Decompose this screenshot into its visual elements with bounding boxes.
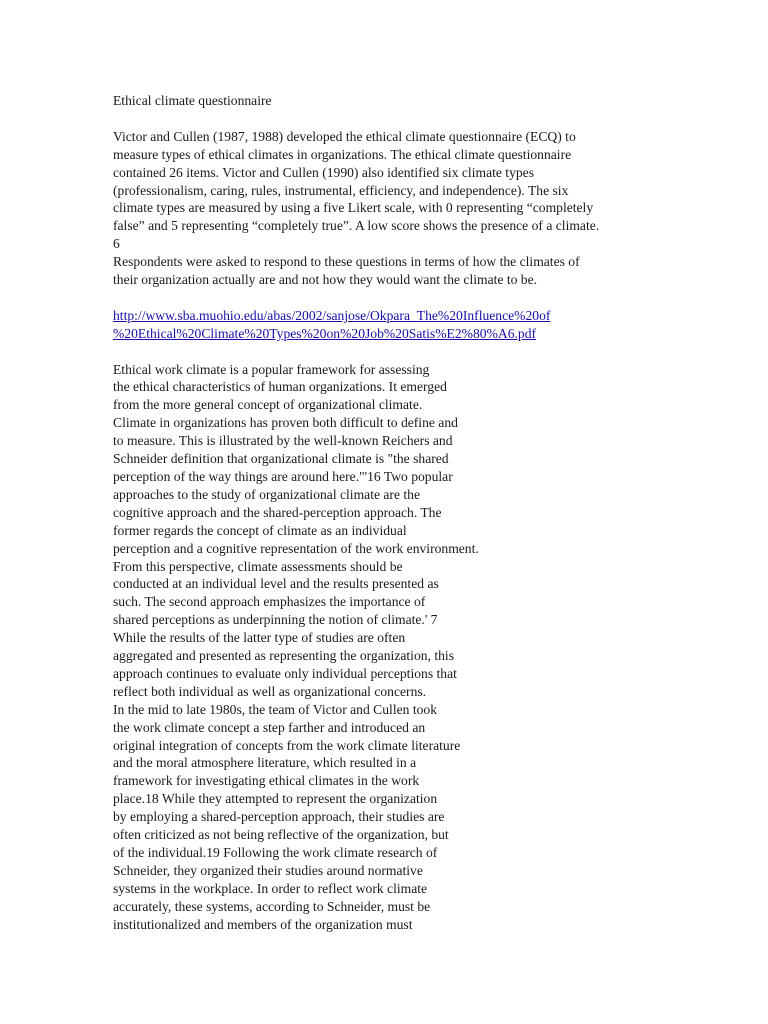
body-line: and the moral atmosphere literature, which resulted in a (113, 755, 417, 771)
body-line: Ethical work climate is a popular framework for assessing (113, 361, 430, 377)
body-line: Climate in organizations has proven both difficult to define and (113, 415, 458, 431)
body-line: aggregated and presented as representing the organization, this (113, 648, 454, 664)
source-link-line[interactable]: http://www.sba.muohio.edu/abas/2002/sanjose/Okpara_The%20Influence%20of (113, 307, 551, 323)
spacer (113, 289, 653, 307)
source-link-line[interactable]: %20Ethical%20Climate%20Types%20on%20Job%20Satis%E2%80%A6.pdf (113, 325, 537, 341)
body-line: to measure. This is illustrated by the well-known Reichers and (113, 433, 453, 449)
body-paragraph (113, 361, 653, 934)
body-line: systems in the workplace. In order to reflect work climate (113, 880, 428, 896)
intro-line: measure types of ethical climates in organizations. The ethical climate questionnaire (113, 146, 572, 162)
body-line: former regards the concept of climate as an individual (113, 522, 407, 538)
body-line: by employing a shared-perception approach, their studies are (113, 809, 445, 825)
body-line: While the results of the latter type of studies are often (113, 630, 406, 646)
spacer (113, 110, 653, 128)
body-line: Schneider, they organized their studies around normative (113, 862, 423, 878)
body-line: cognitive approach and the shared-perception approach. The (113, 504, 442, 520)
body-line: such. The second approach emphasizes the importance of (113, 594, 426, 610)
body-line: perception and a cognitive representation of the work environment. (113, 540, 479, 556)
intro-paragraph (113, 128, 653, 289)
intro-line: climate types are measured by using a five Likert scale, with 0 representing “completely (113, 200, 594, 216)
document-content (113, 92, 653, 934)
body-line: from the more general concept of organizational climate. (113, 397, 423, 413)
intro-line: Respondents were asked to respond to these questions in terms of how the climates of (113, 254, 580, 270)
body-line: the ethical characteristics of human organizations. It emerged (113, 379, 447, 395)
body-line: accurately, these systems, according to Schneider, must be (113, 898, 431, 914)
body-line: the work climate concept a step farther and introduced an (113, 719, 426, 735)
body-line: often criticized as not being reflective of the organization, but (113, 827, 449, 843)
intro-line: (professionalism, caring, rules, instrumental, efficiency, and independence). The six (113, 182, 569, 198)
intro-line: false” and 5 representing “completely true”. A low score shows the presence of a climate. (113, 218, 600, 234)
intro-line: contained 26 items. Victor and Cullen (1990) also identified six climate types (113, 164, 535, 180)
body-line: In the mid to late 1980s, the team of Victor and Cullen took (113, 701, 437, 717)
body-line: perception of the way things are around here."'16 Two popular (113, 468, 453, 484)
body-line: place.18 While they attempted to represent the organization (113, 791, 438, 807)
document-title: Ethical climate questionnaire (113, 93, 272, 108)
body-line: original integration of concepts from the work climate literature (113, 737, 461, 753)
body-line: From this perspective, climate assessments should be (113, 558, 403, 574)
body-line: approach continues to evaluate only individual perceptions that (113, 665, 457, 681)
spacer (113, 343, 653, 361)
intro-line: Victor and Cullen (1987, 1988) developed the ethical climate questionnaire (ECQ) to (113, 128, 576, 144)
body-line: reflect both individual as well as organizational concerns. (113, 683, 427, 699)
body-line: institutionalized and members of the organization must (113, 916, 413, 932)
source-link[interactable] (113, 307, 653, 343)
body-line: framework for investigating ethical climates in the work (113, 773, 420, 789)
body-line: conducted at an individual level and the results presented as (113, 576, 439, 592)
body-line: Schneider definition that organizational climate is "the shared (113, 451, 449, 467)
intro-line: 6 (113, 236, 120, 252)
intro-line: their organization actually are and not how they would want the climate to be. (113, 272, 538, 288)
body-line: shared perceptions as underpinning the notion of climate.' 7 (113, 612, 438, 628)
body-line: approaches to the study of organizational climate are the (113, 486, 421, 502)
body-line: of the individual.19 Following the work climate research of (113, 845, 438, 861)
